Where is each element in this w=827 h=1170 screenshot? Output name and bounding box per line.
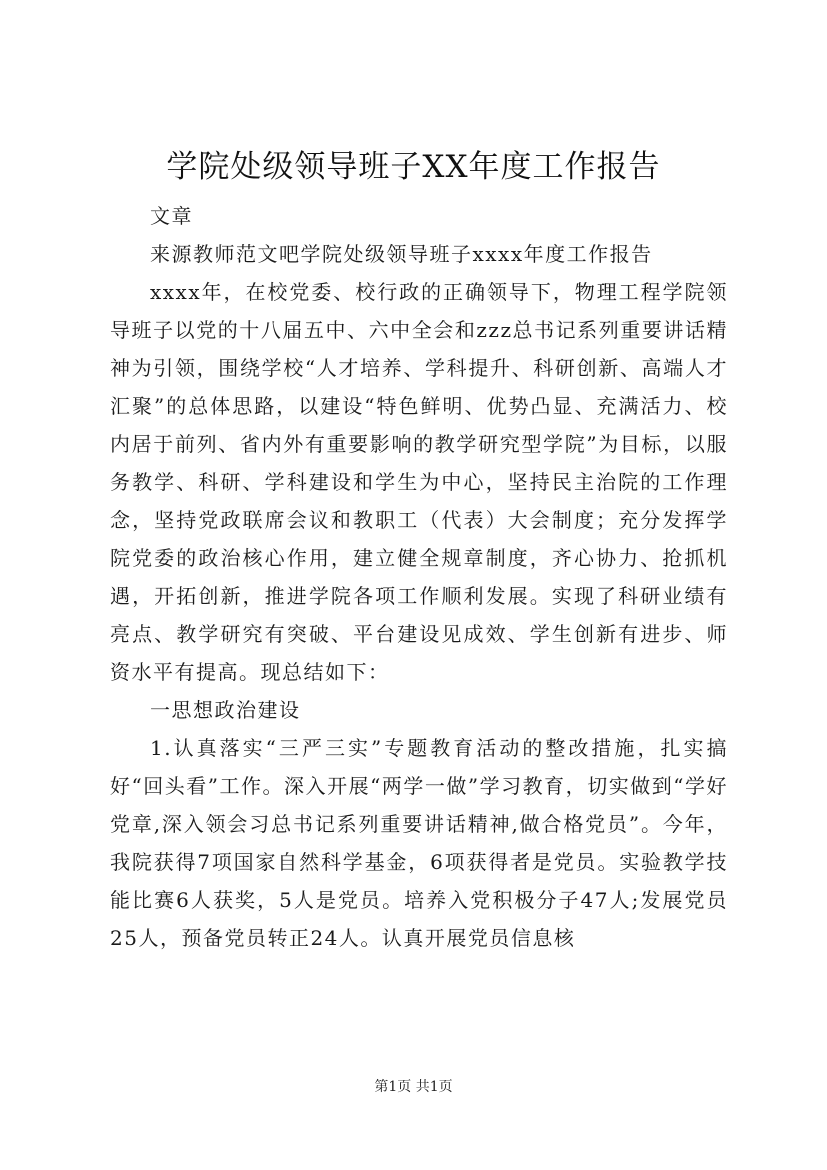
document-body: [110, 197, 728, 957]
paragraph-source: 来源教师范文吧学院处级领导班子xxxx年度工作报告: [150, 242, 653, 266]
paragraph-intro: xxxx年，在校党委、校行政的正确领导下，物理工程学院领导班子以党的十八届五中、六中全会和zzz总书记系列重要讲话精神为引领，围绕学校“人才培养、学科提升、科研创新、高端人才汇聚”的总体思路，以建设“特色鲜明、优势凸显、充满活力、校内居于前列、省内外有重要影响的教学研究型学院”为目标，以服务教学、科研、学科建设和学生为中心，坚持民主治院的工作理念，坚持党政联席会议和教职工（代表）大会制度；充分发挥学院党委的政治核心作用，建立健全规章制度，齐心协力、抢抓机遇，开拓创新，推进学院各项工作顺利发展。实现了科研业绩有亮点、教学研究有突破、平台建设见成效、学生创新有进步、师资水平有提高。现总结如下：: [110, 280, 728, 684]
paragraph-item-1: 1.认真落实“三严三实”专题教育活动的整改措施，扎实搞好“回头看”工作。深入开展“两学一做”学习教育，切实做到“学好党章,深入领会习总书记系列重要讲话精神,做合格党员”。今年，我院获得7项国家自然科学基金，6项获得者是党员。实验教学技能比赛6人获奖，5人是党员。培养入党积极分子47人;发展党员25人，预备党员转正24人。认真开展党员信息核: [110, 736, 728, 950]
paragraph-article-label: 文章: [150, 204, 193, 228]
page-footer: 第1页 共1页: [374, 1079, 453, 1095]
paragraph-section-heading: 一思想政治建设: [150, 698, 301, 722]
document-title: 学院处级领导班子XX年度工作报告: [166, 149, 661, 185]
